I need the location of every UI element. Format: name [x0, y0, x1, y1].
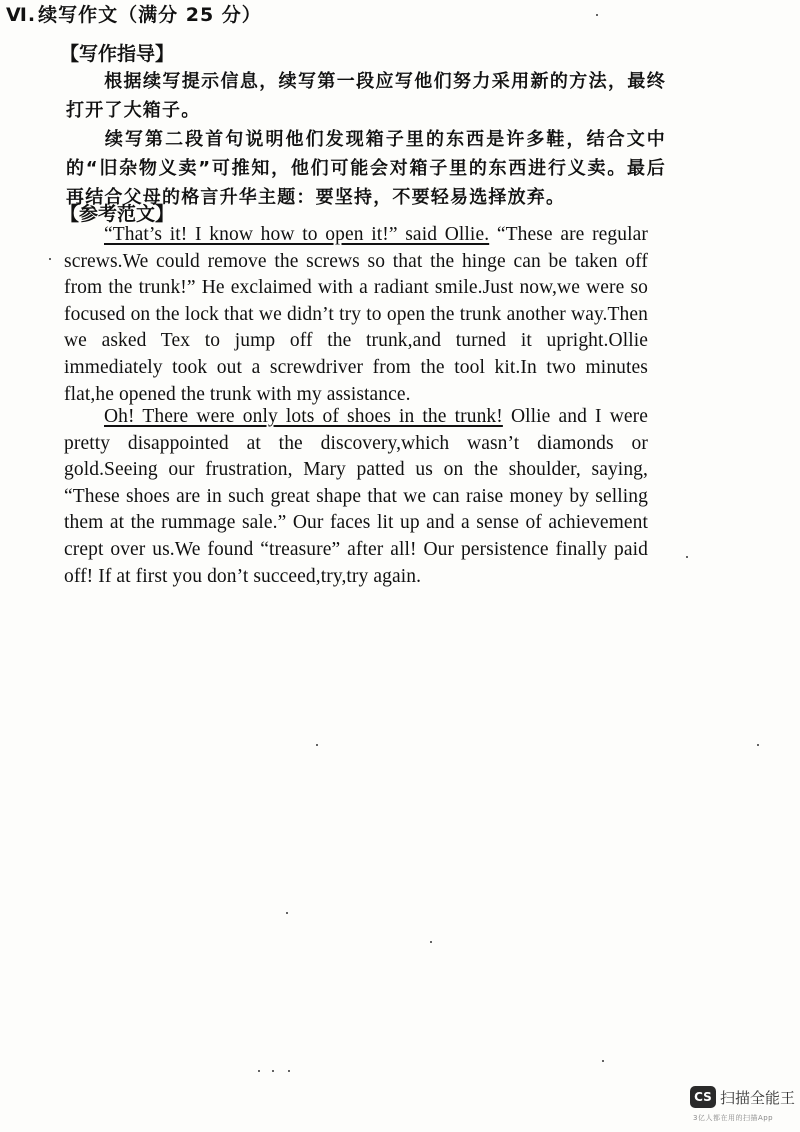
scanner-slogan: 3亿人都在用的扫描App: [693, 1114, 774, 1122]
scan-speck: [430, 941, 432, 943]
scan-speck: [288, 1070, 290, 1072]
scan-speck: [286, 912, 288, 914]
paragraph-2-body: Ollie and I were pretty disappointed at the discovery,which wasn’t diamonds or gold.Seeing our frustration, Mary patted us on the shoulder, saying, “These shoes are in such great shape that we can raise money by selling them at the rummage sale.” Our faces lit up and a sense of achievement crept over us.We found “treasure” after all! Our persistence finally paid off! If at first you don’t succeed,try,try again.: [64, 406, 648, 587]
scan-speck: [49, 258, 51, 260]
scan-speck: [686, 556, 688, 558]
paragraph-2-opening-sentence: Oh! There were only lots of shoes in the trunk!: [104, 406, 503, 427]
paragraph-1-opening-sentence: “That’s it! I know how to open it!” said Ollie.: [104, 224, 490, 245]
reference-paragraph-1: [64, 222, 648, 408]
section-number: Ⅵ.: [6, 4, 37, 26]
guide-heading: 【写作指导】: [60, 43, 175, 65]
paragraph-1-body: “These are regular screws.We could remove the screws so that the hinge can be taken off from the trunk!” He exclaimed with a radiant smile.Just now,we were so focused on the lock that we didn’t try to open the trunk another way.Then we asked Tex to jump off the trunk,and turned it upright.Ollie immediately took out a screwdriver from the tool kit.In two minutes flat,he opened the trunk with my assistance.: [64, 224, 648, 405]
scan-speck: [602, 1060, 604, 1062]
scanner-app-name: 扫描全能王: [720, 1089, 796, 1107]
scanner-logo-icon: CS: [690, 1086, 716, 1108]
scan-speck: [272, 1070, 274, 1072]
scanner-watermark: [690, 1084, 798, 1128]
reference-heading: 【参考范文】: [60, 203, 175, 225]
scan-speck: [596, 14, 598, 16]
guide-paragraph-2: 续写第二段首句说明他们发现箱子里的东西是许多鞋，结合文中的“旧杂物义卖”可推知，他们可能会对箱子里的东西进行义卖。最后再结合父母的格言升华主题：要坚持，不要轻易选择放弃。: [66, 129, 666, 208]
section-title: [6, 0, 262, 27]
scan-speck: [757, 744, 759, 746]
reference-paragraph-2: [64, 404, 648, 590]
scan-speck: [316, 744, 318, 746]
guide-paragraph-1: 根据续写提示信息，续写第一段应写他们努力采用新的方法，最终打开了大箱子。: [66, 71, 666, 121]
section-label: 续写作文（满分 25 分）: [38, 4, 262, 26]
scan-speck: [258, 1070, 260, 1072]
